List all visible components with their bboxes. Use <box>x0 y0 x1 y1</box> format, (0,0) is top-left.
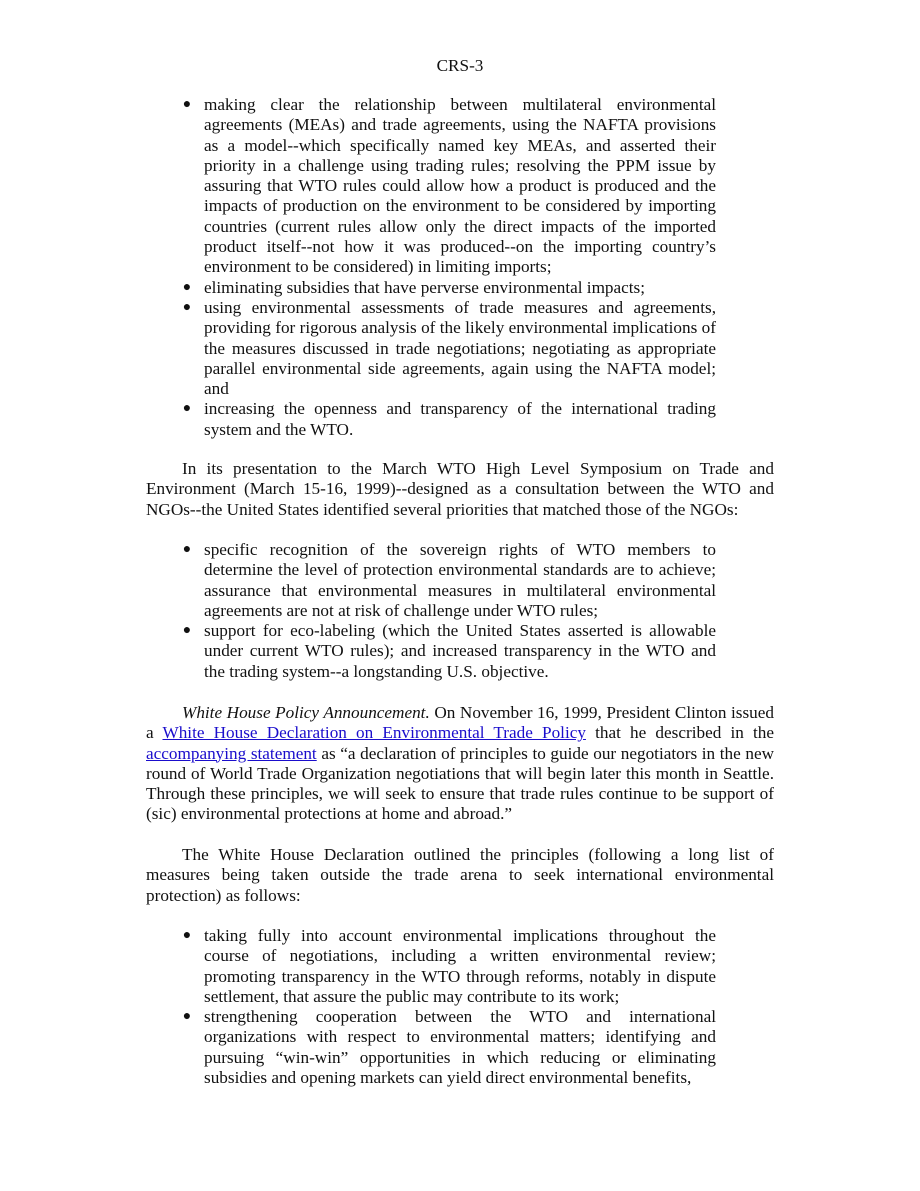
list-item-text: making clear the relationship between multilateral environmental agreements (MEAs) and trade agreements, using the NAFTA provisions as a model--which specifically named key MEAs, and asserted their priority in a challenge using trading rules; resolving the PPM issue by assuring that WTO rules could allow how a product is produced and the impacts of production on the environment to be considered by importing countries (current rules allow only the direct impacts of the imported product itself--not how it was produced--on the importing country’s environment to be considered) in limiting imports; <box>204 95 716 277</box>
list-item-text: support for eco-labeling (which the United States asserted is allowable under current WTO rules); and increased transparency in the WTO and the trading system--a longstanding U.S. objective. <box>204 621 716 681</box>
list-item <box>180 298 716 399</box>
paragraph-text: that he described in the <box>585 723 774 743</box>
list-item <box>180 926 716 1007</box>
list-item <box>180 95 716 278</box>
page-number-header: CRS-3 <box>436 56 484 75</box>
bullet-icon: ● <box>182 623 192 639</box>
section-heading: White House Policy Announcement. <box>182 703 430 722</box>
list-item <box>180 1007 716 1088</box>
bullet-icon: ● <box>182 299 192 315</box>
list-item-text: eliminating subsidies that have perverse environmental impacts; <box>204 277 646 297</box>
declaration-link[interactable]: White House Declaration on Environmental Trade Policy <box>162 723 586 743</box>
policy-announcement-paragraph <box>146 703 774 825</box>
list-item-text: strengthening cooperation between the WTO and international organizations with respect to environmental matters; identifying and pursuing “win-win” opportunities in which reducing or eliminating subsidies and opening markets can yield direct environmental benefits, <box>204 1007 716 1088</box>
list-item-text: specific recognition of the sovereign rights of WTO members to determine the level of protection environmental standards are to achieve; assurance that environmental measures in multilateral environmental agreements are not at risk of challenge under WTO rules; <box>204 540 716 620</box>
paragraph-text: On November 16, 1999, President Clinton issued a <box>146 703 775 743</box>
paragraph-text: as “a declaration of principles to guide our negotiators in the new round of World Trade Organization negotiations that will begin later this month in Seattle. Through these principles, we will seek to ensure that trade rules continue to be support of (sic) environmental protections at home and abroad.” <box>146 743 774 824</box>
accompanying-statement-link[interactable]: accompanying statement <box>146 743 317 763</box>
list-item-text: increasing the openness and transparency of the international trading system and the WTO. <box>204 399 716 439</box>
symposium-paragraph: In its presentation to the March WTO High Level Symposium on Trade and Environment (March 15-16, 1999)--designed as a consultation between the WTO and NGOs--the United States identified several priorities that matched those of the NGOs: <box>146 459 774 519</box>
priorities-bullet-list <box>180 95 716 440</box>
list-item <box>180 540 716 621</box>
bullet-icon: ● <box>182 542 192 557</box>
bullet-icon: ● <box>182 1009 192 1025</box>
declaration-outline-paragraph: The White House Declaration outlined the principles (following a long list of measures being taken outside the trade arena to seek international environmental protection) as follows: <box>146 845 774 905</box>
declaration-principles-bullet-list <box>180 926 716 1088</box>
bullet-icon: ● <box>182 279 192 295</box>
bullet-icon: ● <box>182 928 192 943</box>
list-item <box>180 621 716 682</box>
list-item-text: using environmental assessments of trade measures and agreements, providing for rigorous analysis of the likely environmental implications of the measures discussed in trade negotiations; negotiating as appropriate parallel environmental side agreements, again using the NAFTA model; and <box>204 297 716 399</box>
us-priorities-bullet-list <box>180 540 716 682</box>
bullet-icon: ● <box>182 401 192 417</box>
list-item <box>180 278 716 298</box>
list-item-text: taking fully into account environmental implications throughout the course of negotiations, including a written environmental review; promoting transparency in the WTO through reforms, notably in dispute settlement, that assure the public may contribute to its work; <box>204 926 716 1006</box>
bullet-icon: ● <box>182 97 192 112</box>
list-item <box>180 399 716 440</box>
